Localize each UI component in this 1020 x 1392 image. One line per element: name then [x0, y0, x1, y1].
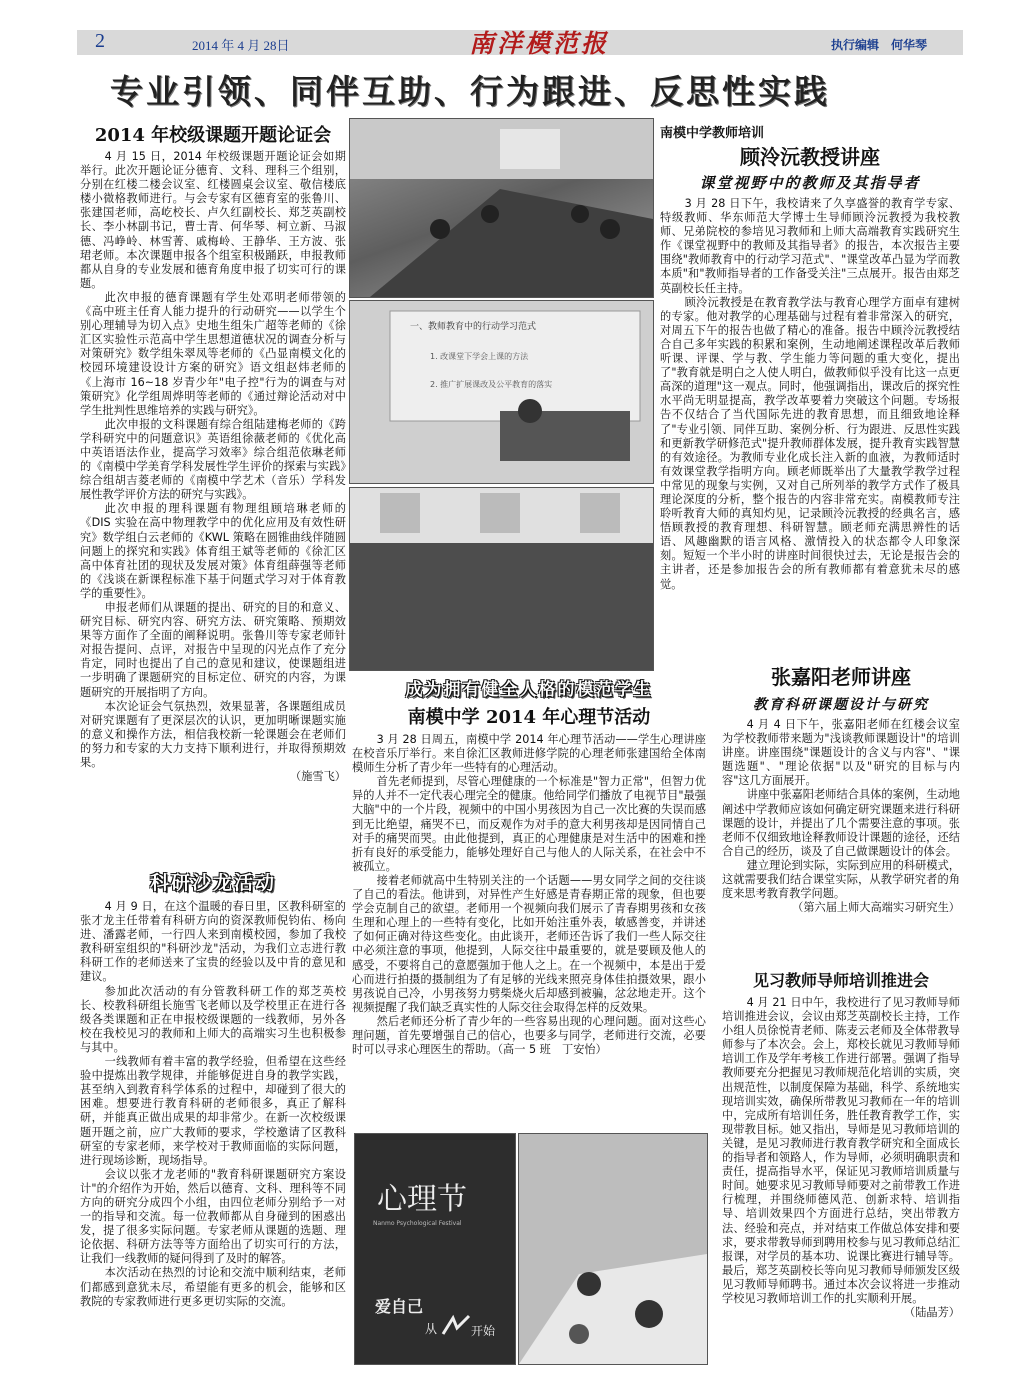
- paragraph: 4 月 21 日中午，我校进行了见习教师导师培训推进会议，会议由郑芝英副校长主持，工作小组人员徐悦青老师、陈麦云老师及全体带教导师参与了本次会。会上，郑校长就见习教师导师培训工作及学年考核工作进行部署。强调了指导教师要充分把握见习教师规范化培训的实质，突出规范性，以制度保障为基础，科学、系统地实现培训实效，确保所带教见习教师在一年的培训中，完成所有培训任务，胜任教育教学工作，实现带教目标。她又指出，导师是见习教师培训的关键，是见习教师进行教育教学研究和全面成长的指导者和领路人，作为导师，必须明确职责和责任，提高指导水平，保证见习教师培训质量与时间。她要求见习教师导师要对之前带教工作进行梳理，并围绕师德风范、创新求特、培训指导、培训效果四个方面进行总结，突出带教方法、经验和亮点，并对结束工作做总体安排和要求，要求带教导师到聘用校参与见习教师总结汇报课，对学员的基本功、说课比赛进行辅导等。最后，郑芝英副校长等向见习教师导师颁发区级见习教师导师聘书。通过本次会议将进一步推动学校见习教师培训工作的扎实顺利开展。: [722, 996, 960, 1305]
- slide-item: 2. 推广扩展课改及公平教育的落实: [430, 380, 553, 389]
- paragraph: 此次申报的理科课题有物理组顾培琳老师的《DIS 实验在高中物理教学中的优化应用及有效性研究》数学组白云老师的《KWL 策略在圆锥曲线伴随圆问题上的探究和实践》体育组王斌等老师的《徐汇区高中体育社团的现状及发展对策》体育组薛强等老师的《浅谈在新课程标准下基于问题式学习对于体育教学的重要性》。: [80, 502, 346, 600]
- meeting-illustration: [350, 119, 653, 297]
- masthead-logo: 南洋模范报: [469, 29, 610, 58]
- paragraph: 然后老师还分析了青少年的一些容易出现的心理问题。面对这些心理问题，首先要增强自己的信心，也要多与同学，老师进行交流，必要时可以寻求心理医生的帮助。（高一 5 班 丁安怡）: [352, 1014, 706, 1057]
- author: （施雪飞）: [290, 770, 346, 784]
- page-number: 2: [95, 30, 105, 52]
- paragraph: 申报老师们从课题的提出、研究的目的和意义、研究目标、研究内容、研究方法、研究策略、预期效果等方面作了全面的阐释说明。张鲁川等专家老师针对报告提问、点评，对报告中呈现的闪光点作了充分肯定，同时也提出了自己的意见和建议，使课题组进一步明确了课题研究的目标定位、研究的内容，为课题研究的开展指明了方向。: [80, 601, 346, 699]
- photo-meeting: [349, 118, 654, 298]
- painting-illustration: [519, 1134, 707, 1364]
- article-body: [722, 996, 960, 1320]
- paragraph: 会议以张才龙老师的"教育科研课题研究方案设计"的介绍作为开始，然后以德育、文科、理科等不同方向的研究分成四个小组，由四位老师分别给予一对一的指导和交流。每一位教师都从自身碰到的困惑出发，提了很多实际问题。专家老师从课题的选题、理论依据、科研方法等等方面给出了切实可行的方法，让我们一线教师的疑问得到了及时的解答。: [80, 1167, 346, 1266]
- article-title: 顾泠沅教授讲座: [740, 145, 880, 169]
- article-topic-review: [80, 121, 346, 784]
- paragraph: 此次申报的文科课题有综合组陆建梅老师的《跨学科研究中的问题意识》英语组徐薇老师的《优化高中英语语法作业，提高学习效率》综合组范依琳老师的《南模中学美育学科发展性学生评价的探索与实践》综合组胡吉菱老师的《南模中学艺术（音乐）学科发展性教学评价方法的研究与实践》。: [80, 417, 346, 502]
- poster-title: 心理节: [377, 1182, 467, 1217]
- paragraph: 本次论证会气氛热烈，效果显著，各课题组成员对研究课题有了更深层次的认识，更加明晰课题实施的意义和操作方法，相信我校新一轮课题会在老师们的努力和专家的大力支持下顺利进行，并取得预期效果。: [80, 699, 346, 770]
- photo-audience: [349, 487, 654, 671]
- poster-slogan: 从: [425, 1322, 438, 1336]
- slide-item: 1. 改课堂下学会上课的方法: [430, 352, 529, 361]
- issue-date: 2014 年 4 月 28日: [192, 38, 290, 53]
- article-kicker: 成为拥有健全人格的模范学生: [405, 680, 653, 700]
- article-title: 见习教师导师培训推进会: [752, 971, 929, 990]
- article-kicker: 南模中学教师培训: [660, 126, 765, 141]
- paragraph: 3 月 28 日下午，我校请来了久享盛誉的教育学专家、特级教师、华东师范大学博士生导师顾泠沅教授为我校教师、兄弟院校的参培见习教师和上师大高端教育实践研究生作《课堂视野中的教师及其指导者》的报告，本次报告主要围绕"教师教育中的行动学习范式"、"课堂改革凸显为学而教本质"和"教师指导者的工作备受关注"三点展开。报告由郑芝英副校长任主持。: [660, 197, 960, 295]
- article-mentor-meeting: [722, 968, 960, 1320]
- article-subtitle: 教育科研课题设计与研究: [753, 697, 929, 713]
- article-body: [352, 733, 706, 1057]
- article-body: [660, 197, 960, 592]
- photo-poster: [354, 1133, 516, 1365]
- paragraph: 4 月 4 日下午，张嘉阳老师在红楼会议室为学校教师带来题为"浅谈教师课题设计"的培训讲座。讲座围绕"课题设计的含义与内容"、"课题选题"、"理论依据"以及"研究的目标与内容"这几方面展开。: [722, 718, 960, 788]
- photo-painting: [518, 1133, 708, 1365]
- article-psychology-festival: [352, 675, 706, 1057]
- paragraph: 一线教师有着丰富的教学经验，但希望在这些经验中提炼出教学规律，并能够促进自身的教学实践，甚至纳入到教育科学体系的过程中，却碰到了很大的困难。想要进行教育科研的老师很多，真正了解科研，并能真正做出成果的却非常少。在新一次校级课题开题之前，应广大教师的要求，学校邀请了区教科研室的专家老师，来学校对于教师面临的实际问题，进行现场诊断，现场指导。: [80, 1055, 346, 1167]
- article-zhang-lecture: [722, 661, 960, 915]
- paragraph: 此次申报的德育课题有学生处邓明老师带领的《高中班主任育人能力提升的行动研究——以学生个别心理辅导为切入点》史地生组朱广超等老师的《徐汇区实验性示范高中学生思想道德状况的调查分析与对策研究》数学组朱翠凤等老师的《凸显南模文化的校园环境建设设计方案的研究》语文组赵炜老师的《上海市 16~18 岁青少年"电子控"行为的调查与对策研究》化学组周烨明等老师的《通过辩论活动对中学生批判性思维培养的实践与研究》。: [80, 290, 346, 417]
- article-research-salon: [80, 868, 346, 1309]
- paragraph: 讲座中张嘉阳老师结合具体的案例，生动地阐述中学教师应该如何确定研究课题来进行科研课题的设计，并提出了几个需要注意的事项。张老师不仅细致地诠释教师设计课题的途径，还结合自己的经历，谈及了自己做课题设计的体会。: [722, 788, 960, 858]
- article-title: 2014 年校级课题开题论证会: [94, 125, 332, 146]
- paragraph: 3 月 28 日周五，南模中学 2014 年心理节活动——学生心理讲座在校音乐厅举行。来自徐汇区教师进修学院的心理老师张建国给全体南模师生分析了青少年一些特有的心理活动。: [352, 733, 706, 775]
- editor-credit: 执行编辑 何华琴: [830, 38, 927, 52]
- article-body: [722, 718, 960, 915]
- paragraph: 4 月 9 日，在这个温暖的春日里，区教科研室的张才龙主任带着有科研方向的资深教师倪钧佑、杨向进、潘露老师，一行四人来到南模校园，参加了我校教科研室组织的"科研沙龙"活动，为我们立志进行教科研工作的老师送来了宝贵的经验以及中肯的意见和建议。: [80, 900, 346, 984]
- audience-illustration: [350, 488, 653, 670]
- paragraph: 4 月 15 日，2014 年校级课题开题论证会如期举行。此次开题论证分德育、文科、理科三个组别，分别在红楼二楼会议室、红楼圆桌会议室、敬信楼底楼小微格教师进行。与会专家有区德育室的张鲁川、张建国老师，高屹校长、卢久红副校长、郑芝英副校长、李小林副书记，曹士青、何华琴、柯立新、马淑德、冯峥岭、林雪菁、戚梅岭、王静华、王方波、张珺老师。本次课题申报各个组室积极踊跃，申报教师都从自身的专业发展和德育角度申报了切实可行的课题。: [80, 150, 346, 290]
- author: （陆晶芳）: [904, 1306, 960, 1320]
- article-body: [80, 150, 346, 784]
- heart-logo-icon: [441, 1314, 471, 1338]
- article-body: [80, 900, 346, 1309]
- article-subtitle: 课堂视野中的教师及其指导者: [699, 174, 921, 192]
- paragraph: 顾泠沅教授是在教育教学法与教育心理学方面卓有建树的专家。他对教学的心理基础与过程有着非常深入的研究，对周五下午的报告也做了精心的准备。报告中顾泠沅教授结合自己多年实践的积累和案例，生动地阐述课程改革后教师听课、评课、学与教、学生能力等问题的重大变化，提出了"教育就是明白之人使人明白，做教师似乎没有比这一点更高深的道理"这一观点。同时，他强调指出，课改后的探究性水平尚无明显提高，教学改革要着力突破这个问题。专场报告不仅结合了当代国际先进的教育思想，而且细致地诠释了"专业引领、同伴互助、案例分析、行为跟进、反思性实践和更新教学研修范式"提升教师群体发展，提升教育实践智慧的有效途径。为教师专业化成长注入新的血液，为教师适时有效课堂教学指明方向。顾老师既举出了大量教学教学过程中常见的现象与实例，又对自己所列举的教学方式作了极具理论深度的分析，整个报告的内容非常充实。南模教师专注聆听教育大师的真知灼见，记录顾泠沅教授的经典名言，感悟顾教授的教育理想、科研智慧。顾老师充满思辨性的话语、风趣幽默的语言风格、激情投入的状态都令人印象深刻。短短一个半小时的讲座时间很快过去，无论是报告会的主讲者，还是参加报告会的所有教师都有着意犹未尽的感觉。: [660, 295, 960, 591]
- page-banner: 专业引领、同伴互助、行为跟进、反思性实践: [110, 72, 830, 111]
- paragraph: 首先老师提到，尽管心理健康的一个标准是"智力正常"，但智力优异的人并不一定代表心理完全的健康。他给同学们播放了电视节目"最强大脑"中的一个片段，视频中的中国小男孩因为自己一次比赛的失误而感到无比绝望，痛哭不已，而反观作为对手的意大利男孩却是因同情自己对手的痛哭而哭。由此他提到，真正的心理健康是对生活中的困难和挫折有良好的承受能力，能够处理好自己与他人的人际关系，在社会中不被孤立。: [352, 775, 706, 873]
- article-title: 南模中学 2014 年心理节活动: [407, 707, 651, 728]
- poster-subtitle: Nanmo Psychological Festival: [373, 1220, 462, 1227]
- paragraph: 本次活动在热烈的讨论和交流中顺利结束，老师们都感到意犹未尽，希望能有更多的机会，能够和区教院的专家教师进行更多更切实际的交流。: [80, 1266, 346, 1308]
- article-gu-lecture: [660, 122, 960, 592]
- paragraph: 参加此次活动的有分管教科研工作的郑芝英校长、校教科研组长施雪飞老师以及学校里正在进行各级各类课题和正在申报校级课题的一线教师，另外各校在我校见习的教师和上师大的高端实习生也积极参与其中。: [80, 984, 346, 1054]
- slide-heading: 一、教师教育中的行动学习范式: [410, 322, 537, 332]
- article-title: 科研沙龙活动: [149, 872, 276, 894]
- paragraph: 建立理论到实际，实际到应用的科研模式，这就需要我们结合课堂实际，从教学研究者的角度来思考教育教学问题。: [722, 858, 960, 901]
- author: （第六届上师大高端实习研究生）: [792, 901, 960, 915]
- poster-slogan: 爱自己: [375, 1297, 424, 1316]
- photo-lecture: [349, 300, 654, 484]
- poster-slogan: 开始: [471, 1324, 496, 1338]
- article-title: 张嘉阳老师讲座: [771, 665, 911, 689]
- paragraph: 接着老师就高中生特别关注的一个话题——男女同学之间的交往谈了自己的看法。他讲到，对异性产生好感是青春期正常的现象，但也要学会克制自己的欲望。老师用一个视频向我们展示了青春期男孩和女孩生理和心理上的一些特有变化，比如开始注重外表，敏感善变，并讲述了如何正确对待这些变化。由此谈开，老师还告诉了我们一些人际交往中必须注意的事项，他提到，人际交往中最重要的，就是要顾及他人的感受，不要将自己的意愿强加于他人之上。在一个视频中，本是出于爱心而进行拍摄的摄制组为了有足够的光线来照亮身体佳拍摄效果，跟小男孩说自己冷，小男孩努力劈柴烧火后却感到被骗，忿忿地走开。这个视频提醒了我们缺乏真实性的人际交往会取得怎样的反效果。: [352, 873, 706, 1014]
- page-header: [77, 29, 963, 58]
